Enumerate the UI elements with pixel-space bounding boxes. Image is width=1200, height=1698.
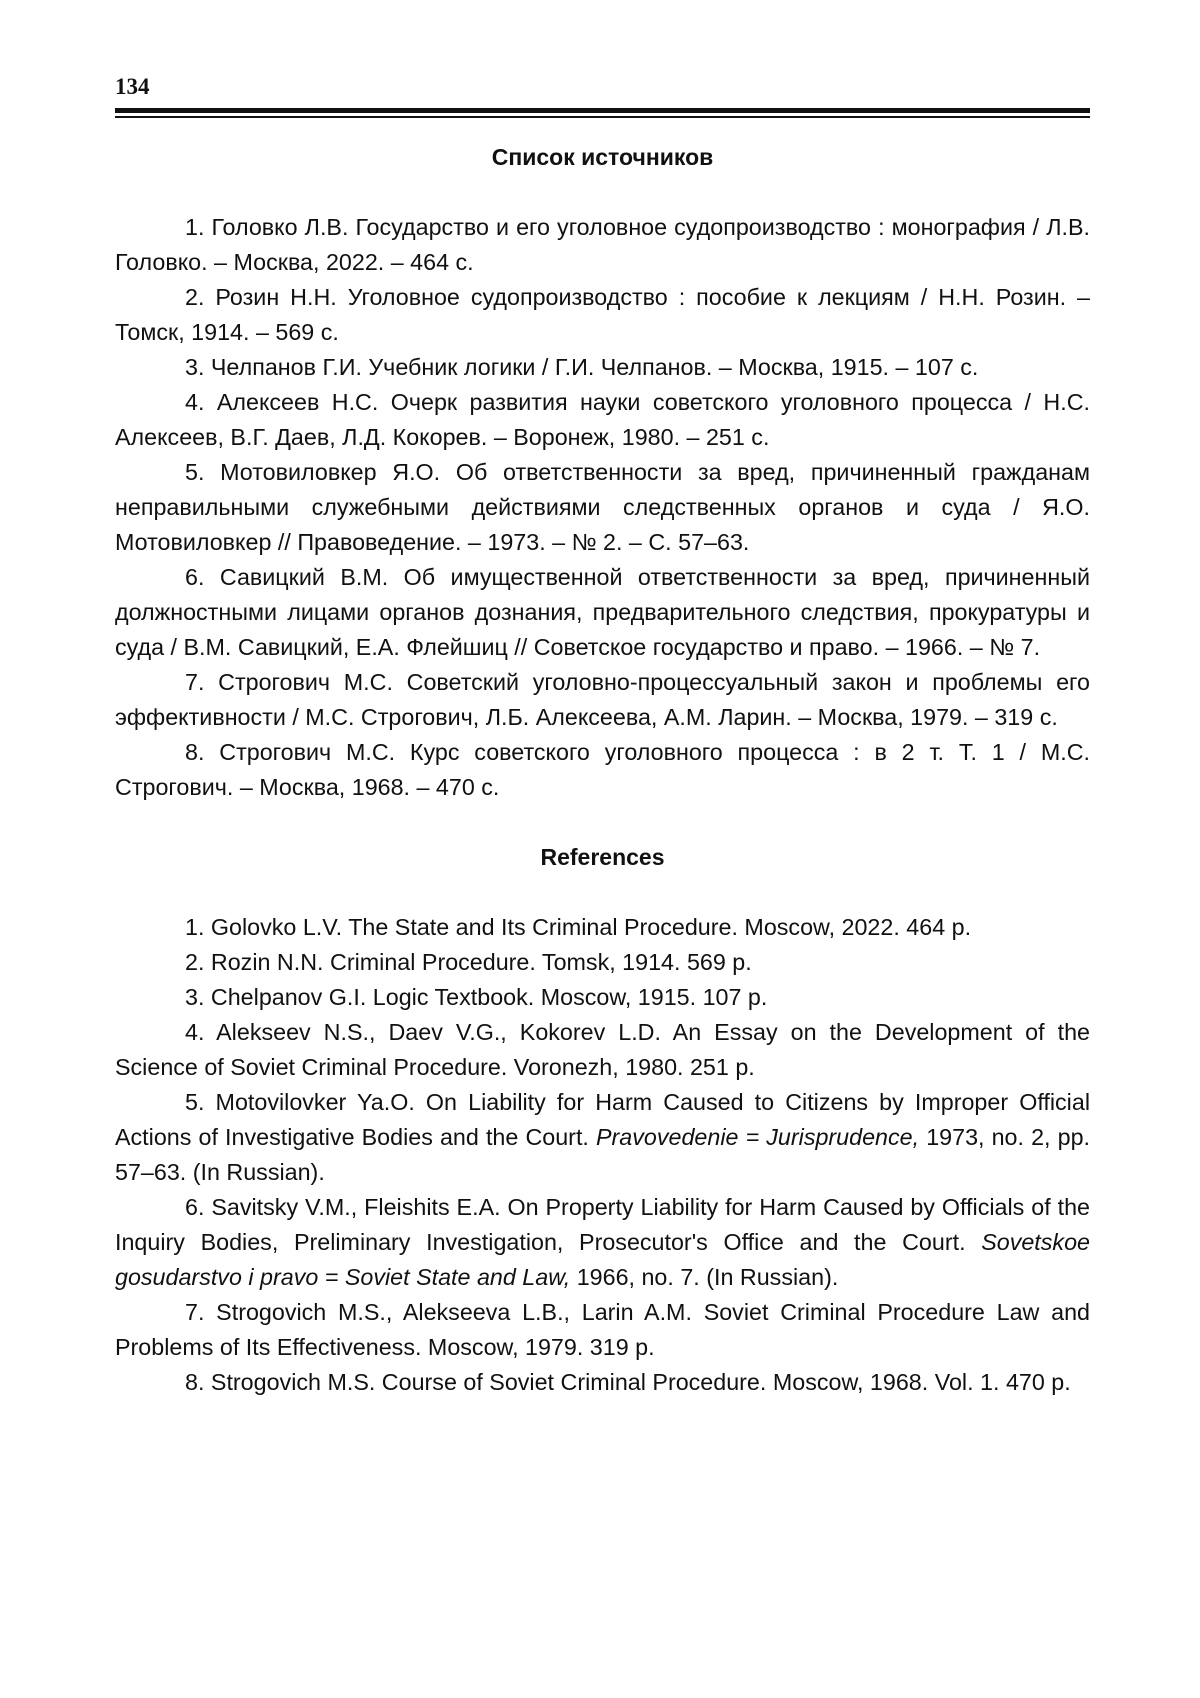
section-spacer — [115, 805, 1090, 840]
page-content — [115, 140, 1090, 1400]
russian-references-section — [115, 140, 1090, 805]
reference-item: 3. Chelpanov G.I. Logic Textbook. Moscow, 1915. 107 p. — [185, 984, 768, 1010]
reference-item: 2. Розин Н.Н. Уголовное судопроизводство : пособие к лекциям / Н.Н. Розин. – Томск, 1914. – 569 с. — [115, 284, 1090, 345]
header-rule-thin — [115, 116, 1090, 118]
reference-item: 8. Strogovich M.S. Course of Soviet Criminal Procedure. Moscow, 1968. Vol. 1. 470 p. — [185, 1369, 1071, 1395]
reference-item: 5. Мотовиловкер Я.О. Об ответственности за вред, причиненный гражданам неправильными служебными действиями следственных органов и суда / Я.О. Мотовиловкер // Правоведение. – 1973. – № 2. – С. 57–63. — [115, 459, 1090, 555]
reference-text: 1966, no. 7. (In Russian). — [570, 1264, 839, 1290]
reference-item — [115, 1085, 1090, 1190]
journal-title: Sovetskoe gosudarstvo i pravo = Soviet State and Law, — [115, 1229, 1090, 1290]
reference-item: 2. Rozin N.N. Criminal Procedure. Tomsk, 1914. 569 p. — [185, 949, 752, 975]
russian-section-title: Список источников — [491, 144, 714, 170]
reference-text: 1973, no. 2, pp. 57–63. (In Russian). — [115, 1124, 1091, 1185]
reference-text: 6. Savitsky V.M., Fleishits E.A. On Property Liability for Harm Caused by Officials of the Inquiry Bodies, Preliminary Investigation, Prosecutor's Office and the Court. — [115, 1194, 1090, 1255]
english-reference-list — [115, 910, 1090, 1400]
reference-item: 3. Челпанов Г.И. Учебник логики / Г.И. Челпанов. – Москва, 1915. – 107 с. — [185, 354, 979, 380]
english-references-section — [115, 840, 1090, 1400]
reference-item: 4. Алексеев Н.С. Очерк развития науки советского уголовного процесса / Н.С. Алексеев, В.Г. Даев, Л.Д. Кокорев. – Воронеж, 1980. – 251 с. — [115, 389, 1090, 450]
reference-text: 5. Motovilovker Ya.O. On Liability for Harm Caused to Citizens by Improper Official Actions of Investigative Bodies and the Court. — [115, 1089, 1090, 1150]
reference-item: 1. Головко Л.В. Государство и его уголовное судопроизводство : монография / Л.В. Головко. – Москва, 2022. – 464 с. — [115, 214, 1090, 275]
reference-item: 6. Савицкий В.М. Об имущественной ответственности за вред, причиненный должностными лицами органов дознания, предварительного следствия, прокуратуры и суда / В.М. Савицкий, Е.А. Флейшиц // Советское государство и право. – 1966. – № 7. — [115, 564, 1090, 660]
reference-item: 1. Golovko L.V. The State and Its Criminal Procedure. Moscow, 2022. 464 p. — [185, 914, 972, 940]
reference-item: 8. Строгович М.С. Курс советского уголовного процесса : в 2 т. Т. 1 / М.С. Строгович. – Москва, 1968. – 470 с. — [115, 739, 1090, 800]
page-number: 134 — [115, 74, 150, 99]
journal-title: Pravovedenie = Jurisprudence, — [596, 1124, 920, 1150]
reference-item — [115, 1190, 1090, 1295]
russian-reference-list — [115, 210, 1090, 805]
reference-item: 7. Строгович М.С. Советский уголовно-процессуальный закон и проблемы его эффективности / М.С. Строгович, Л.Б. Алексеева, А.М. Ларин. – Москва, 1979. – 319 с. — [115, 669, 1090, 730]
header-rule-thick — [115, 108, 1090, 113]
reference-item: 4. Alekseev N.S., Daev V.G., Kokorev L.D. An Essay on the Development of the Science of Soviet Criminal Procedure. Voronezh, 1980. 251 p. — [115, 1019, 1090, 1080]
english-section-title: References — [540, 844, 665, 870]
reference-item: 7. Strogovich M.S., Alekseeva L.B., Larin A.M. Soviet Criminal Procedure Law and Problems of Its Effectiveness. Moscow, 1979. 319 p. — [115, 1299, 1090, 1360]
